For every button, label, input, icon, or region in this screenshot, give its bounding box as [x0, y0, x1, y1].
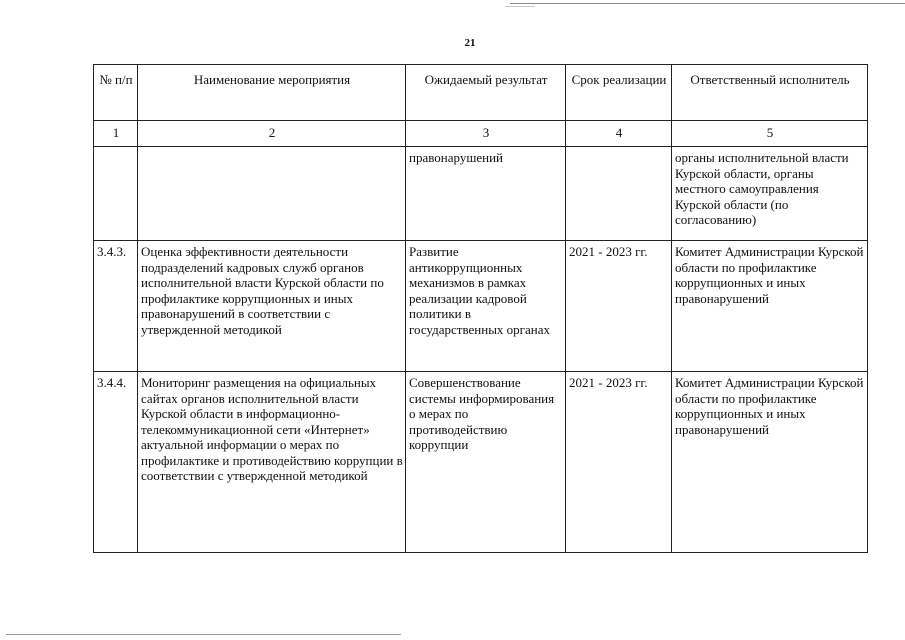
row-number: 3.4.4. — [94, 372, 138, 553]
row-executor: Комитет Администрации Курской области по профилактике коррупционных и иных правонарушений — [672, 372, 868, 553]
column-number: 4 — [566, 121, 672, 147]
page-number: 21 — [464, 37, 476, 49]
row-measure-name — [138, 147, 406, 241]
row-executor: органы исполнительной власти Курской области, органы местного самоуправления Курской области (по согласованию) — [672, 147, 868, 241]
row-expected-result: Развитие антикоррупционных механизмов в рамках реализации кадровой политики в государственных органах — [406, 241, 566, 372]
row-expected-result: Совершенствование системы информирования о мерах по противодействию коррупции — [406, 372, 566, 553]
measures-table — [93, 64, 868, 553]
row-measure-name: Мониторинг размещения на официальных сайтах органов исполнительной власти Курской области в информационно-телекоммуникационной сети «Интернет» актуальной информации о мерах по профилактике и противодействию коррупции в соответствии с утвержденной методикой — [138, 372, 406, 553]
row-number — [94, 147, 138, 241]
row-number: 3.4.3. — [94, 241, 138, 372]
row-measure-name: Оценка эффективности деятельности подразделений кадровых служб органов исполнительной власти Курской области по профилактике коррупционных и иных правонарушений в соответствии с утвержденной методикой — [138, 241, 406, 372]
table-row — [94, 372, 868, 553]
scan-artifact-line — [510, 3, 905, 4]
table-row — [94, 241, 868, 372]
column-number: 2 — [138, 121, 406, 147]
table-row — [94, 147, 868, 241]
header-term: Срок реализации — [566, 65, 672, 121]
scan-artifact-line — [505, 6, 535, 7]
row-executor: Комитет Администрации Курской области по профилактике коррупционных и иных правонарушений — [672, 241, 868, 372]
column-numbers-row — [94, 121, 868, 147]
scan-artifact-line — [6, 634, 401, 635]
column-number: 3 — [406, 121, 566, 147]
row-expected-result: правонарушений — [406, 147, 566, 241]
header-executor: Ответственный исполнитель — [672, 65, 868, 121]
row-term: 2021 - 2023 гг. — [566, 241, 672, 372]
row-term: 2021 - 2023 гг. — [566, 372, 672, 553]
column-number: 1 — [94, 121, 138, 147]
header-expected-result: Ожидаемый результат — [406, 65, 566, 121]
header-number: № п/п — [94, 65, 138, 121]
table-header-row — [94, 65, 868, 121]
header-measure-name: Наименование мероприятия — [138, 65, 406, 121]
row-term — [566, 147, 672, 241]
column-number: 5 — [672, 121, 868, 147]
